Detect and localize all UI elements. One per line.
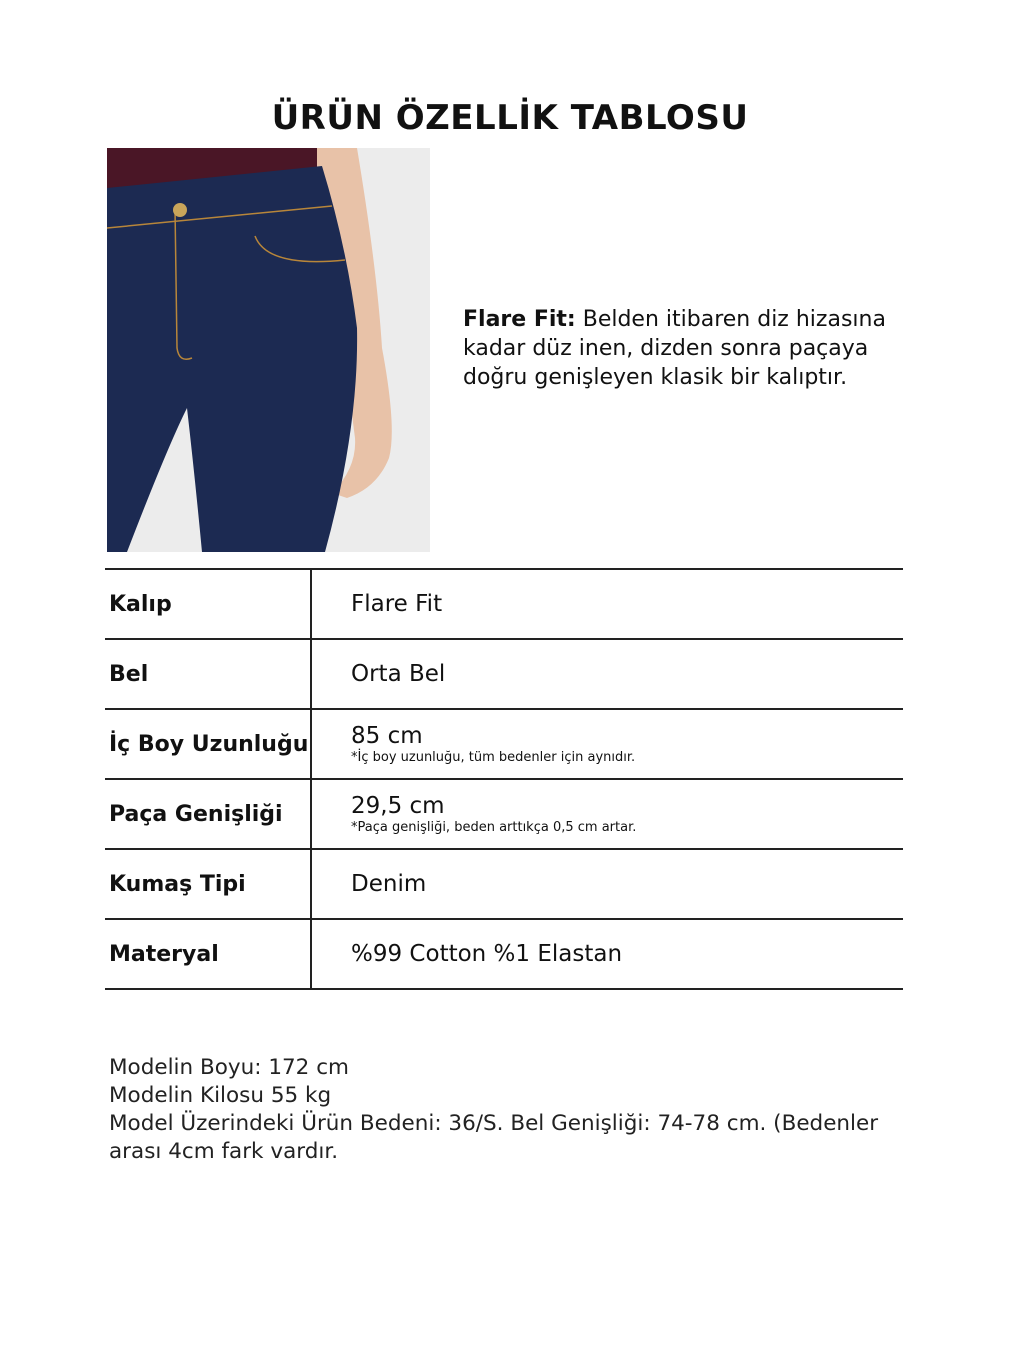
model-info: [109, 1054, 909, 1166]
spec-label: Bel: [105, 639, 311, 709]
spec-value-cell: [311, 779, 903, 849]
spec-value-cell: [311, 639, 903, 709]
fit-description-text: Belden itibaren diz hizasına kadar düz inen, dizden sonra paçaya doğru genişleyen klasik bir kalıptır.: [463, 307, 886, 390]
spec-value-cell: [311, 919, 903, 989]
spec-value: %99 Cotton %1 Elastan: [351, 941, 623, 967]
spec-value-cell: [311, 849, 903, 919]
spec-label: Paça Genişliği: [105, 779, 311, 849]
model-weight: Modelin Kilosu 55 kg: [109, 1083, 332, 1108]
spec-value: 85 cm: [351, 723, 423, 749]
spec-label: Materyal: [105, 919, 311, 989]
table-row: [105, 849, 903, 919]
spec-label: İç Boy Uzunluğu: [105, 709, 311, 779]
table-row: [105, 569, 903, 639]
fit-name: Flare Fit:: [463, 307, 576, 332]
jeans-image: [107, 148, 430, 552]
page-title: ÜRÜN ÖZELLİK TABLOSU: [271, 98, 749, 138]
spec-value: Orta Bel: [351, 661, 446, 687]
table-row: [105, 919, 903, 989]
spec-label: Kalıp: [105, 569, 311, 639]
product-photo: [107, 148, 430, 552]
spec-value: 29,5 cm: [351, 793, 445, 819]
fit-description: [463, 305, 923, 392]
spec-note: *İç boy uzunluğu, tüm bedenler için aynıdır.: [351, 750, 636, 765]
spec-table: [105, 568, 903, 990]
table-row: [105, 709, 903, 779]
spec-note: *Paça genişliği, beden arttıkça 0,5 cm artar.: [351, 820, 637, 835]
model-size: Model Üzerindeki Ürün Bedeni: 36/S. Bel Genişliği: 74-78 cm. (Bedenler arası 4cm fark vardır.: [109, 1111, 879, 1164]
table-row: [105, 639, 903, 709]
spec-label: Kumaş Tipi: [105, 849, 311, 919]
spec-value: Denim: [351, 871, 427, 897]
table-row: [105, 779, 903, 849]
spec-value: Flare Fit: [351, 591, 443, 617]
spec-value-cell: [311, 569, 903, 639]
spec-value-cell: [311, 709, 903, 779]
model-height: Modelin Boyu: 172 cm: [109, 1055, 349, 1080]
